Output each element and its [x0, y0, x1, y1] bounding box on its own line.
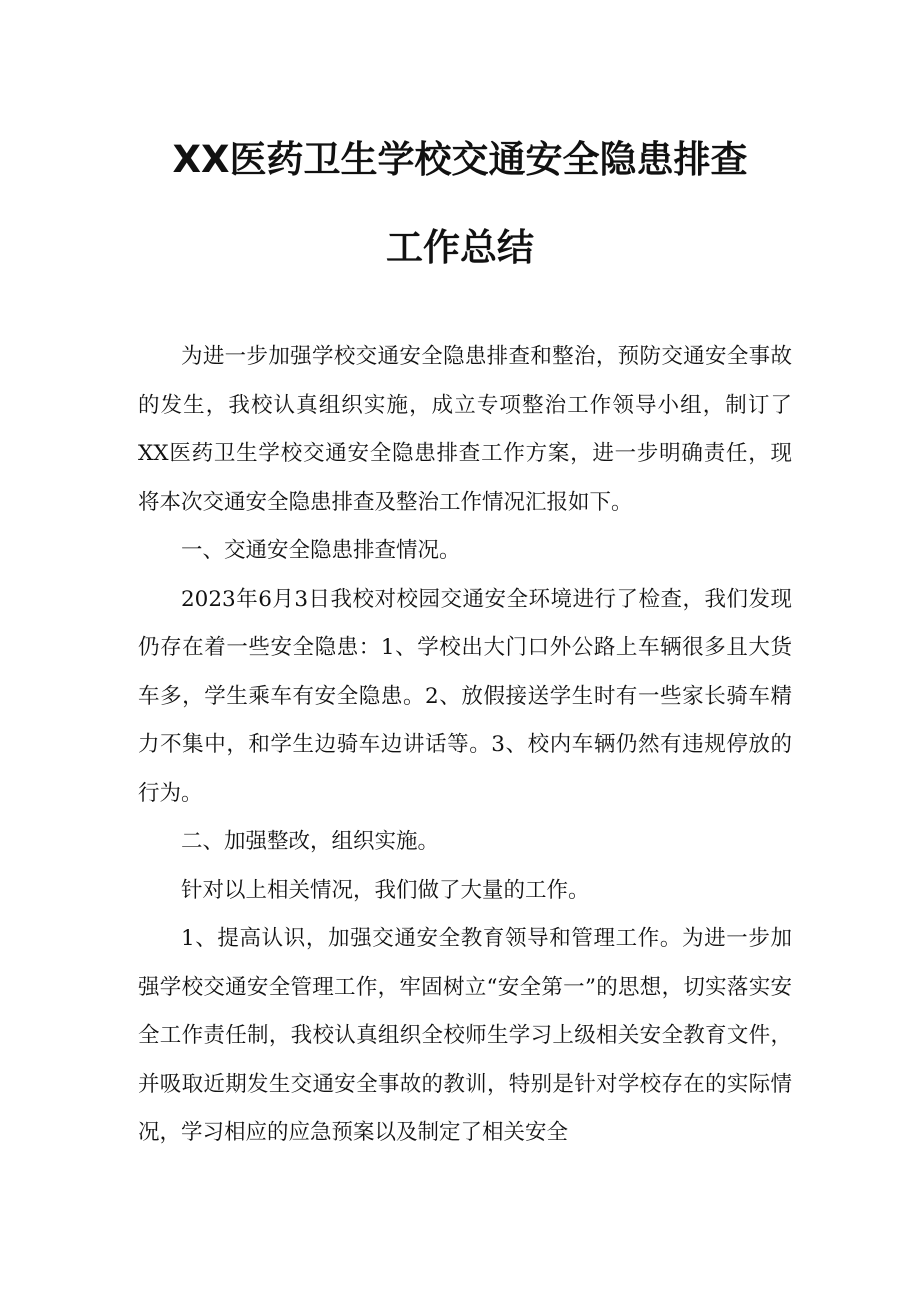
- paragraph-item-1: 1、提高认识，加强交通安全教育领导和管理工作。为进一步加强学校交通安全管理工作，牢固树立“安全第一”的思想，切实落实安全工作责任制，我校认真组织全校师生学习上级相关安全教育文件，并吸取近期发生交通安全事故的教训，特别是针对学校存在的实际情况，学习相应的应急预案以及制定了相关安全: [138, 926, 792, 1145]
- paragraph-inspection: 2023年6月3日我校对校园交通安全环境进行了检查，我们发现仍存在着一些安全隐患：1、学校出大门口外公路上车辆很多且大货车多，学生乘车有安全隐患。2、放假接送学生时有一些家长骑车精力不集中，和学生边骑车边讲话等。3、校内车辆仍然有违规停放的行为。: [138, 586, 792, 806]
- document-body: [138, 333, 792, 1158]
- paragraph-intro: 为进一步加强学校交通安全隐患排查和整治，预防交通安全事故的发生，我校认真组织实施，成立专项整治工作领导小组，制订了XX医药卫生学校交通安全隐患排查工作方案，进一步明确责任，现将本次交通安全隐患排查及整治工作情况汇报如下。: [138, 344, 792, 515]
- section-heading-2: 二、加强整改，组织实施。: [181, 829, 440, 854]
- paragraph-work: 针对以上相关情况，我们做了大量的工作。: [181, 877, 590, 903]
- document-title-line-2: 工作总结: [386, 226, 534, 269]
- section-heading-1: 一、交通安全隐患排查情况。: [181, 538, 461, 563]
- document-title-line-1: XX医药卫生学校交通安全隐患排查: [172, 138, 748, 181]
